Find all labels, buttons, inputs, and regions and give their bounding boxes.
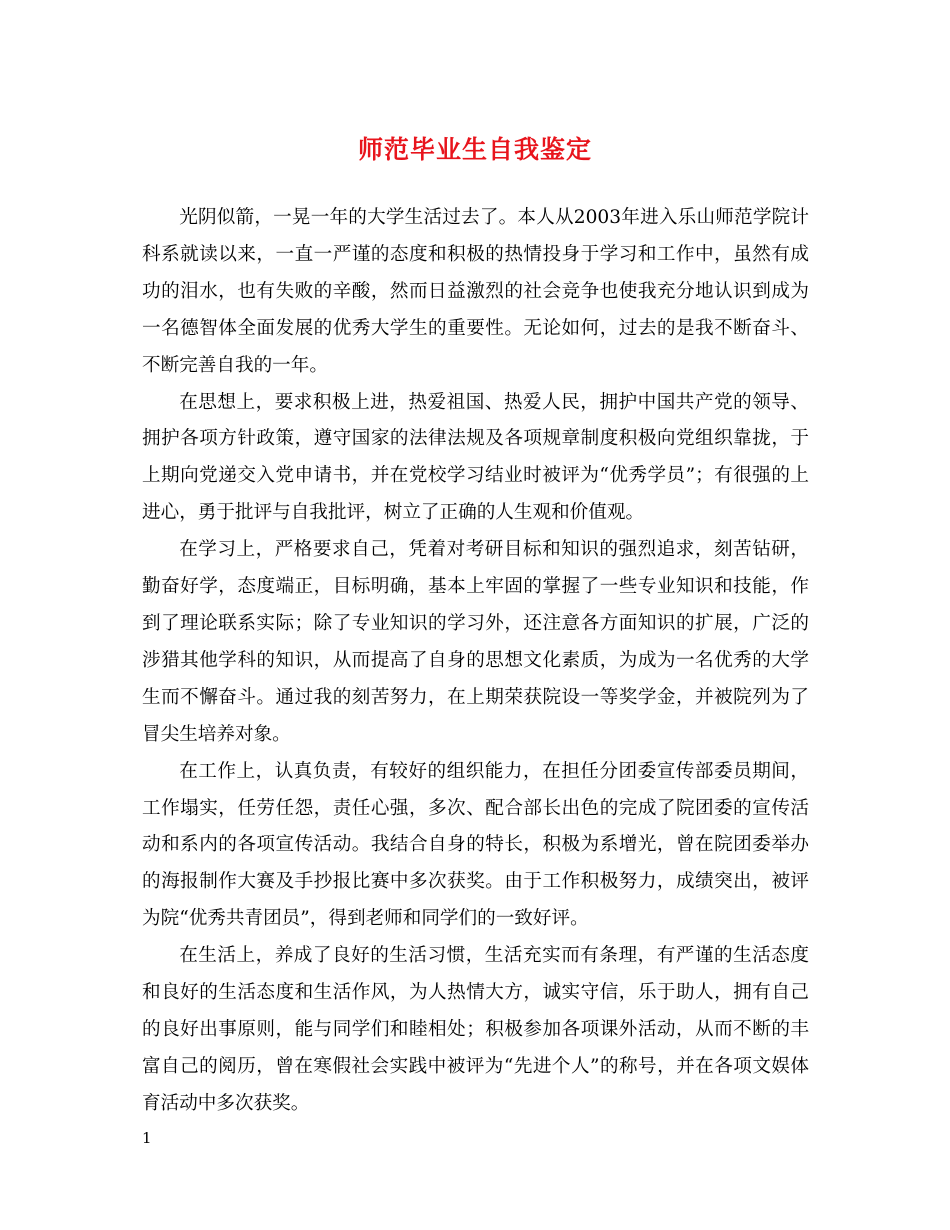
paragraph-study: 在学习上，严格要求自己，凭着对考研目标和知识的强烈追求，刻苦钻研，勤奋好学，态度端正，目标明确，基本上牢固的掌握了一些专业知识和技能，作到了理论联系实际；除了专业知识的学习外，还注意各方面知识的扩展，广泛的涉猎其他学科的知识，从而提高了自身的思想文化素质，为成为一名优秀的大学生而不懈奋斗。通过我的刻苦努力，在上期荣获院设一等奖学金，并被院列为了冒尖生培养对象。 — [142, 539, 809, 745]
document-body — [142, 200, 809, 1123]
document-title: 师范毕业生自我鉴定 — [357, 135, 592, 164]
paragraph-work: 在工作上，认真负责，有较好的组织能力，在担任分团委宣传部委员期间，工作塌实，任劳任怨，责任心强，多次、配合部长出色的完成了院团委的宣传活动和系内的各项宣传活动。我结合自身的特长，积极为系增光，曾在院团委举办的海报制作大赛及手抄报比赛中多次获奖。由于工作积极努力，成绩突出，被评为院“优秀共青团员”，得到老师和同学们的一致好评。 — [142, 760, 809, 930]
paragraph-ideology: 在思想上，要求积极上进，热爱祖国、热爱人民，拥护中国共产党的领导、拥护各项方针政策，遵守国家的法律法规及各项规章制度积极向党组织靠拢，于上期向党递交入党申请书，并在党校学习结业时被评为“优秀学员”；有很强的上进心，勇于批评与自我批评，树立了正确的人生观和价值观。 — [142, 391, 809, 524]
paragraph-life: 在生活上，养成了良好的生活习惯，生活充实而有条理，有严谨的生活态度和良好的生活态度和生活作风，为人热情大方，诚实守信，乐于助人，拥有自己的良好出事原则，能与同学们和睦相处；积极参加各项课外活动，从而不断的丰富自己的阅历，曾在寒假社会实践中被评为“先进个人”的称号，并在各项文娱体育活动中多次获奖。 — [142, 945, 809, 1114]
paragraph-intro: 光阴似箭，一晃一年的大学生活过去了。本人从2003年进入乐山师范学院计科系就读以来，一直一严谨的态度和积极的热情投身于学习和工作中，虽然有成功的泪水，也有失败的辛酸，然而日益激烈的社会竞争也使我充分地认识到成为一名德智体全面发展的优秀大学生的重要性。无论如何，过去的是我不断奋斗、不断完善自我的一年。 — [142, 207, 809, 376]
page-number: 1 — [142, 1129, 152, 1147]
